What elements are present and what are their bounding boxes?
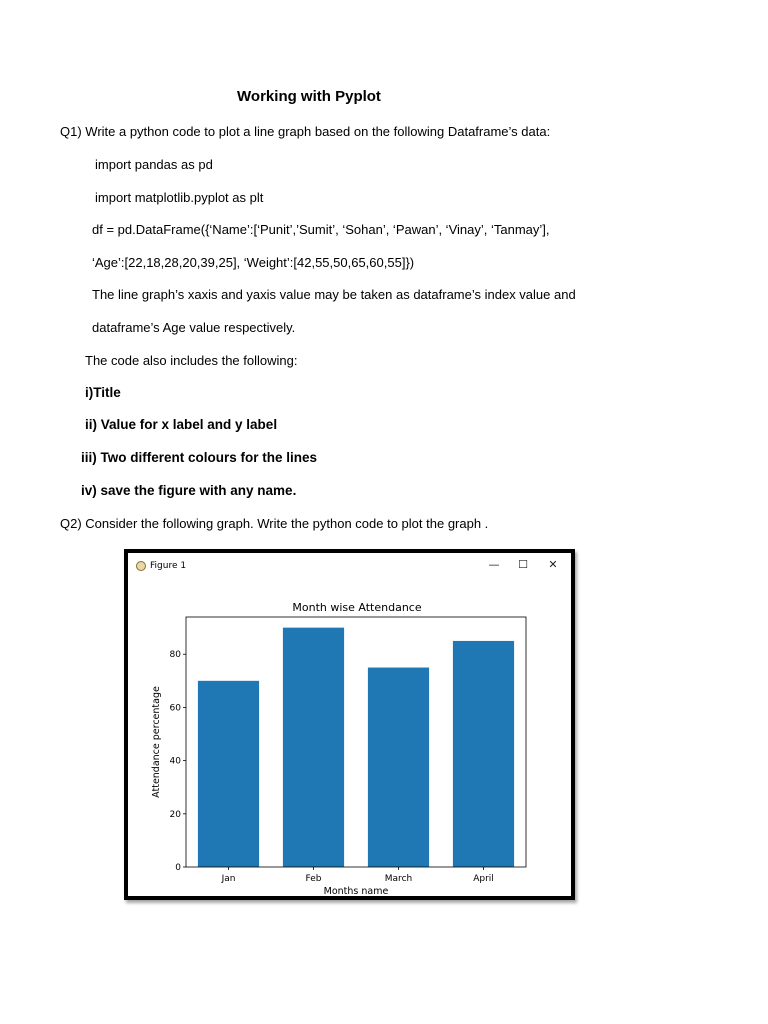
q2-question: Q2) Consider the following graph. Write the python code to plot the graph . bbox=[60, 516, 489, 531]
q1-requirement-1: i)Title bbox=[85, 385, 121, 400]
q1-code-line-1: import pandas as pd bbox=[95, 157, 213, 172]
chart-title: Month wise Attendance bbox=[292, 601, 422, 614]
y-tick-label: 60 bbox=[169, 703, 181, 714]
y-tick-label: 80 bbox=[169, 650, 181, 661]
q1-requirement-3: iii) Two different colours for the lines bbox=[81, 450, 318, 465]
maximize-button[interactable]: ☐ bbox=[518, 558, 528, 571]
bar-jan bbox=[198, 681, 259, 867]
q1-explain-1: The line graph’s xaxis and yaxis value may be taken as dataframe’s index value and bbox=[92, 287, 576, 302]
x-tick-label: March bbox=[384, 874, 413, 884]
q1-question: Q1) Write a python code to plot a line graph based on the following Dataframe’s data: bbox=[60, 124, 551, 139]
figure-title: Figure 1 bbox=[150, 561, 187, 571]
close-button[interactable]: ✕ bbox=[548, 558, 558, 571]
x-axis-label: Months name bbox=[323, 886, 389, 896]
q1-code-line-3: df = pd.DataFrame({‘Name’:[‘Punit’,’Sumit’, ‘Sohan’, ‘Pawan’, ‘Vinay’, ‘Tanmay’], bbox=[92, 222, 550, 237]
x-tick-label: Jan bbox=[221, 874, 236, 884]
minimize-button[interactable]: — bbox=[488, 558, 500, 571]
figure-window bbox=[124, 549, 575, 900]
y-tick-label: 40 bbox=[169, 756, 181, 767]
q1-requirement-4: iv) save the figure with any name. bbox=[81, 483, 297, 498]
y-axis-label: Attendance percentage bbox=[151, 686, 162, 798]
page-title: Working with Pyplot bbox=[237, 88, 381, 105]
bar-chart bbox=[128, 553, 571, 896]
q1-requirement-2: ii) Value for x label and y label bbox=[85, 417, 278, 432]
q1-code-line-4: ‘Age’:[22,18,28,20,39,25], ‘Weight’:[42,55,50,65,60,55]}) bbox=[92, 255, 415, 270]
q1-explain-2: dataframe’s Age value respectively. bbox=[92, 320, 296, 335]
q1-code-line-2: import matplotlib.pyplot as plt bbox=[95, 190, 264, 205]
bar-march bbox=[368, 668, 429, 867]
bar-april bbox=[453, 641, 514, 867]
y-tick-label: 20 bbox=[169, 809, 181, 820]
bar-feb bbox=[283, 628, 344, 867]
x-tick-label: Feb bbox=[305, 874, 322, 884]
x-tick-label: April bbox=[473, 874, 494, 884]
q1-includes: The code also includes the following: bbox=[85, 353, 298, 368]
y-tick-label: 0 bbox=[175, 863, 181, 873]
